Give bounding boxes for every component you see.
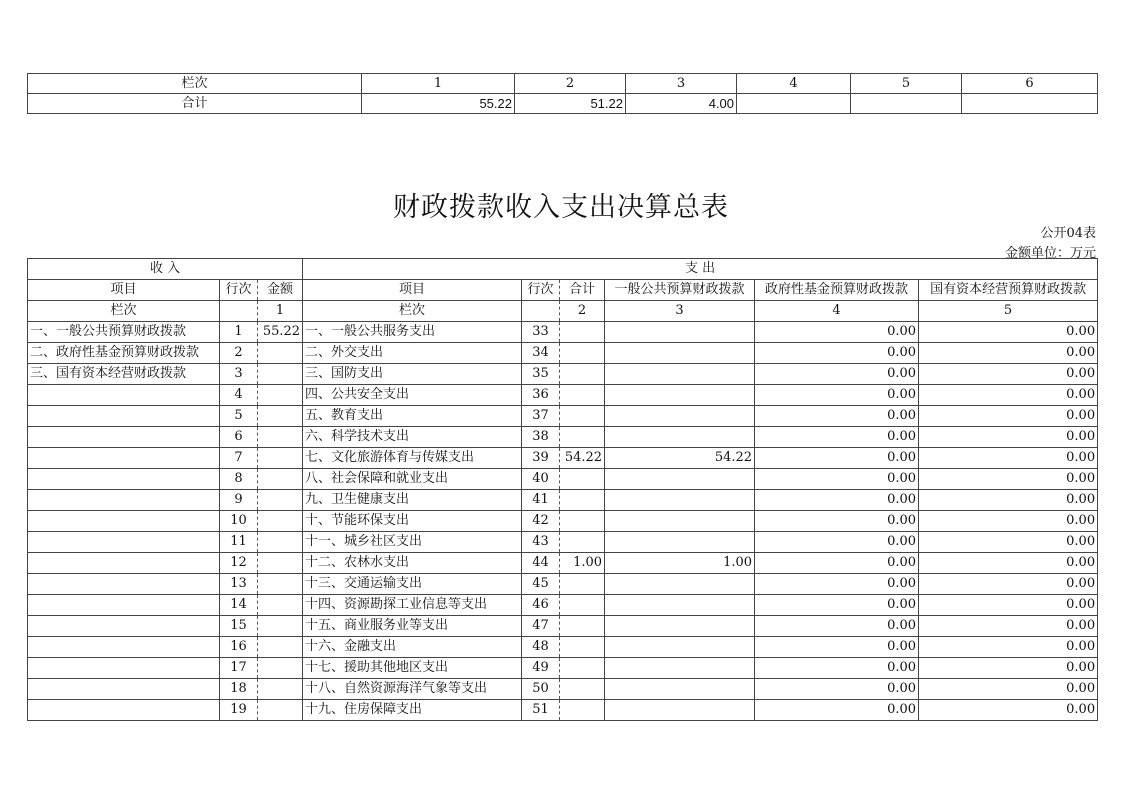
cell-inc-line: 16 (220, 637, 258, 658)
column-header-row (28, 280, 1098, 301)
table-row (28, 406, 1098, 427)
table-row (28, 385, 1098, 406)
summary-value: 55.22 (362, 94, 515, 114)
cell-inc-line: 2 (220, 343, 258, 364)
col-header-amount: 金额 (258, 280, 303, 301)
cell-total: 1.00 (560, 553, 605, 574)
cell-inc-item (28, 574, 220, 595)
cell-general (605, 637, 755, 658)
page-title: 财政拨款收入支出决算总表 (393, 192, 729, 223)
cell-exp-item: 三、国防支出 (303, 364, 522, 385)
summary-table (27, 73, 1098, 114)
lanci-empty2 (522, 301, 560, 322)
lanci-label2: 栏次 (303, 301, 522, 322)
summary-total-label: 合计 (28, 94, 362, 114)
cell-inc-item (28, 490, 220, 511)
cell-exp-line: 36 (522, 385, 560, 406)
cell-state: 0.00 (919, 679, 1098, 700)
cell-general (605, 364, 755, 385)
cell-inc-item (28, 427, 220, 448)
table-row (28, 658, 1098, 679)
cell-total (560, 532, 605, 553)
cell-exp-item: 一、一般公共服务支出 (303, 322, 522, 343)
cell-exp-line: 50 (522, 679, 560, 700)
cell-inc-amt (258, 616, 303, 637)
cell-total (560, 343, 605, 364)
col-header-total: 合计 (560, 280, 605, 301)
table-row (28, 532, 1098, 553)
cell-inc-line: 19 (220, 700, 258, 721)
cell-fund: 0.00 (755, 679, 919, 700)
table-row (28, 490, 1098, 511)
cell-inc-line: 8 (220, 469, 258, 490)
cell-exp-item: 八、社会保障和就业支出 (303, 469, 522, 490)
cell-total (560, 637, 605, 658)
cell-fund: 0.00 (755, 322, 919, 343)
cell-exp-item: 十八、自然资源海洋气象等支出 (303, 679, 522, 700)
cell-inc-item (28, 553, 220, 574)
cell-inc-amt (258, 427, 303, 448)
cell-inc-item (28, 448, 220, 469)
cell-inc-line: 7 (220, 448, 258, 469)
cell-total (560, 700, 605, 721)
budget-table (27, 258, 1098, 721)
cell-state: 0.00 (919, 385, 1098, 406)
table-row (28, 343, 1098, 364)
cell-inc-item: 三、国有资本经营财政拨款 (28, 364, 220, 385)
cell-total (560, 658, 605, 679)
cell-total (560, 364, 605, 385)
cell-state: 0.00 (919, 364, 1098, 385)
lanci-c1: 1 (258, 301, 303, 322)
cell-fund: 0.00 (755, 637, 919, 658)
cell-state: 0.00 (919, 532, 1098, 553)
cell-inc-amt (258, 679, 303, 700)
cell-total (560, 679, 605, 700)
cell-state: 0.00 (919, 343, 1098, 364)
cell-general (605, 700, 755, 721)
cell-inc-amt (258, 511, 303, 532)
cell-total (560, 595, 605, 616)
cell-inc-line: 14 (220, 595, 258, 616)
cell-inc-line: 11 (220, 532, 258, 553)
cell-exp-item: 十、节能环保支出 (303, 511, 522, 532)
cell-inc-line: 4 (220, 385, 258, 406)
lanci-c4: 4 (755, 301, 919, 322)
cell-inc-item (28, 532, 220, 553)
cell-state: 0.00 (919, 427, 1098, 448)
cell-exp-item: 十二、农林水支出 (303, 553, 522, 574)
cell-general (605, 385, 755, 406)
cell-inc-item (28, 595, 220, 616)
summary-col: 6 (962, 74, 1098, 94)
cell-total (560, 385, 605, 406)
cell-inc-item: 二、政府性基金预算财政拨款 (28, 343, 220, 364)
cell-general (605, 595, 755, 616)
cell-general (605, 616, 755, 637)
cell-inc-item (28, 679, 220, 700)
cell-fund: 0.00 (755, 343, 919, 364)
cell-exp-item: 十七、援助其他地区支出 (303, 658, 522, 679)
col-header-item: 项目 (28, 280, 220, 301)
cell-exp-item: 十九、住房保障支出 (303, 700, 522, 721)
table-row (28, 700, 1098, 721)
table-row (28, 448, 1098, 469)
cell-inc-item (28, 616, 220, 637)
cell-total (560, 406, 605, 427)
cell-fund: 0.00 (755, 427, 919, 448)
cell-inc-item (28, 406, 220, 427)
cell-general (605, 427, 755, 448)
cell-exp-line: 48 (522, 637, 560, 658)
cell-inc-amt (258, 448, 303, 469)
cell-exp-item: 十六、金融支出 (303, 637, 522, 658)
cell-general (605, 574, 755, 595)
cell-exp-line: 49 (522, 658, 560, 679)
cell-inc-item (28, 700, 220, 721)
lanci-c3: 3 (605, 301, 755, 322)
cell-inc-item: 一、一般公共预算财政拨款 (28, 322, 220, 343)
cell-state: 0.00 (919, 553, 1098, 574)
cell-state: 0.00 (919, 322, 1098, 343)
cell-total (560, 490, 605, 511)
cell-fund: 0.00 (755, 595, 919, 616)
cell-fund: 0.00 (755, 469, 919, 490)
cell-exp-line: 45 (522, 574, 560, 595)
cell-inc-amt (258, 700, 303, 721)
cell-exp-line: 38 (522, 427, 560, 448)
cell-inc-line: 5 (220, 406, 258, 427)
summary-value: 4.00 (626, 94, 737, 114)
cell-inc-line: 1 (220, 322, 258, 343)
table-row (28, 679, 1098, 700)
summary-value (851, 94, 962, 114)
cell-exp-item: 十一、城乡社区支出 (303, 532, 522, 553)
cell-fund: 0.00 (755, 553, 919, 574)
lanci-empty (220, 301, 258, 322)
cell-state: 0.00 (919, 490, 1098, 511)
cell-exp-line: 47 (522, 616, 560, 637)
cell-general (605, 469, 755, 490)
cell-state: 0.00 (919, 406, 1098, 427)
table-row (28, 637, 1098, 658)
cell-inc-line: 17 (220, 658, 258, 679)
cell-general (605, 532, 755, 553)
summary-col: 1 (362, 74, 515, 94)
cell-state: 0.00 (919, 595, 1098, 616)
cell-exp-item: 六、科学技术支出 (303, 427, 522, 448)
summary-col: 2 (515, 74, 626, 94)
table-row (28, 427, 1098, 448)
cell-general: 1.00 (605, 553, 755, 574)
cell-inc-amt (258, 637, 303, 658)
col-header-state: 国有资本经营预算财政拨款 (919, 280, 1098, 301)
cell-exp-line: 46 (522, 595, 560, 616)
cell-inc-amt (258, 364, 303, 385)
cell-exp-item: 五、教育支出 (303, 406, 522, 427)
summary-total-row (28, 94, 1098, 114)
cell-inc-amt (258, 595, 303, 616)
cell-general (605, 511, 755, 532)
cell-fund: 0.00 (755, 532, 919, 553)
cell-exp-item: 十三、交通运输支出 (303, 574, 522, 595)
cell-inc-item (28, 469, 220, 490)
summary-value (737, 94, 851, 114)
cell-inc-line: 12 (220, 553, 258, 574)
table-row (28, 322, 1098, 343)
cell-total (560, 616, 605, 637)
cell-inc-item (28, 658, 220, 679)
unit-label: 金额单位：万元 (1004, 246, 1096, 261)
cell-exp-item: 四、公共安全支出 (303, 385, 522, 406)
cell-total (560, 511, 605, 532)
cell-general (605, 322, 755, 343)
cell-state: 0.00 (919, 616, 1098, 637)
cell-state: 0.00 (919, 469, 1098, 490)
cell-general (605, 658, 755, 679)
table-row (28, 364, 1098, 385)
cell-exp-line: 51 (522, 700, 560, 721)
col-header-general: 一般公共预算财政拨款 (605, 280, 755, 301)
cell-inc-amt: 55.22 (258, 322, 303, 343)
cell-exp-line: 40 (522, 469, 560, 490)
cell-inc-item (28, 637, 220, 658)
cell-exp-item: 九、卫生健康支出 (303, 490, 522, 511)
col-header-line: 行次 (220, 280, 258, 301)
cell-inc-line: 6 (220, 427, 258, 448)
cell-fund: 0.00 (755, 490, 919, 511)
table-row (28, 616, 1098, 637)
col-header-item2: 项目 (303, 280, 522, 301)
cell-fund: 0.00 (755, 385, 919, 406)
cell-fund: 0.00 (755, 511, 919, 532)
cell-inc-amt (258, 574, 303, 595)
cell-fund: 0.00 (755, 364, 919, 385)
cell-exp-line: 39 (522, 448, 560, 469)
cell-inc-item (28, 385, 220, 406)
table-row (28, 469, 1098, 490)
summary-col: 4 (737, 74, 851, 94)
col-header-fund: 政府性基金预算财政拨款 (755, 280, 919, 301)
summary-header-row (28, 74, 1098, 94)
cell-inc-amt (258, 532, 303, 553)
cell-inc-amt (258, 553, 303, 574)
cell-state: 0.00 (919, 637, 1098, 658)
cell-exp-item: 十五、商业服务业等支出 (303, 616, 522, 637)
cell-state: 0.00 (919, 700, 1098, 721)
cell-fund: 0.00 (755, 406, 919, 427)
expense-header: 支 出 (303, 259, 1098, 280)
col-header-line2: 行次 (522, 280, 560, 301)
group-header-row (28, 259, 1098, 280)
cell-exp-line: 41 (522, 490, 560, 511)
cell-total (560, 574, 605, 595)
cell-inc-line: 3 (220, 364, 258, 385)
summary-label: 栏次 (28, 74, 362, 94)
cell-state: 0.00 (919, 448, 1098, 469)
table-row (28, 574, 1098, 595)
cell-fund: 0.00 (755, 700, 919, 721)
cell-exp-item: 七、文化旅游体育与传媒支出 (303, 448, 522, 469)
cell-exp-line: 35 (522, 364, 560, 385)
table-row (28, 595, 1098, 616)
cell-inc-line: 13 (220, 574, 258, 595)
summary-col: 3 (626, 74, 737, 94)
lanci-c5: 5 (919, 301, 1098, 322)
form-number: 公开04表 (1040, 226, 1096, 241)
cell-state: 0.00 (919, 511, 1098, 532)
cell-inc-line: 18 (220, 679, 258, 700)
cell-general: 54.22 (605, 448, 755, 469)
cell-state: 0.00 (919, 658, 1098, 679)
summary-value (962, 94, 1098, 114)
cell-exp-line: 43 (522, 532, 560, 553)
cell-exp-item: 十四、资源勘探工业信息等支出 (303, 595, 522, 616)
cell-total (560, 427, 605, 448)
cell-inc-amt (258, 658, 303, 679)
cell-inc-amt (258, 343, 303, 364)
cell-exp-line: 42 (522, 511, 560, 532)
summary-col: 5 (851, 74, 962, 94)
cell-general (605, 490, 755, 511)
cell-state: 0.00 (919, 574, 1098, 595)
cell-exp-line: 44 (522, 553, 560, 574)
cell-fund: 0.00 (755, 616, 919, 637)
cell-fund: 0.00 (755, 658, 919, 679)
lanci-label: 栏次 (28, 301, 220, 322)
cell-fund: 0.00 (755, 448, 919, 469)
cell-inc-amt (258, 469, 303, 490)
cell-total: 54.22 (560, 448, 605, 469)
cell-inc-line: 10 (220, 511, 258, 532)
cell-exp-line: 34 (522, 343, 560, 364)
cell-total (560, 469, 605, 490)
cell-general (605, 406, 755, 427)
lanci-row (28, 301, 1098, 322)
cell-exp-line: 33 (522, 322, 560, 343)
lanci-c2: 2 (560, 301, 605, 322)
cell-total (560, 322, 605, 343)
summary-value: 51.22 (515, 94, 626, 114)
income-header: 收 入 (28, 259, 303, 280)
cell-exp-item: 二、外交支出 (303, 343, 522, 364)
table-row (28, 511, 1098, 532)
table-row (28, 553, 1098, 574)
cell-inc-line: 9 (220, 490, 258, 511)
cell-general (605, 679, 755, 700)
cell-fund: 0.00 (755, 574, 919, 595)
cell-general (605, 343, 755, 364)
cell-inc-amt (258, 406, 303, 427)
cell-inc-amt (258, 490, 303, 511)
cell-exp-line: 37 (522, 406, 560, 427)
cell-inc-line: 15 (220, 616, 258, 637)
cell-inc-amt (258, 385, 303, 406)
cell-inc-item (28, 511, 220, 532)
